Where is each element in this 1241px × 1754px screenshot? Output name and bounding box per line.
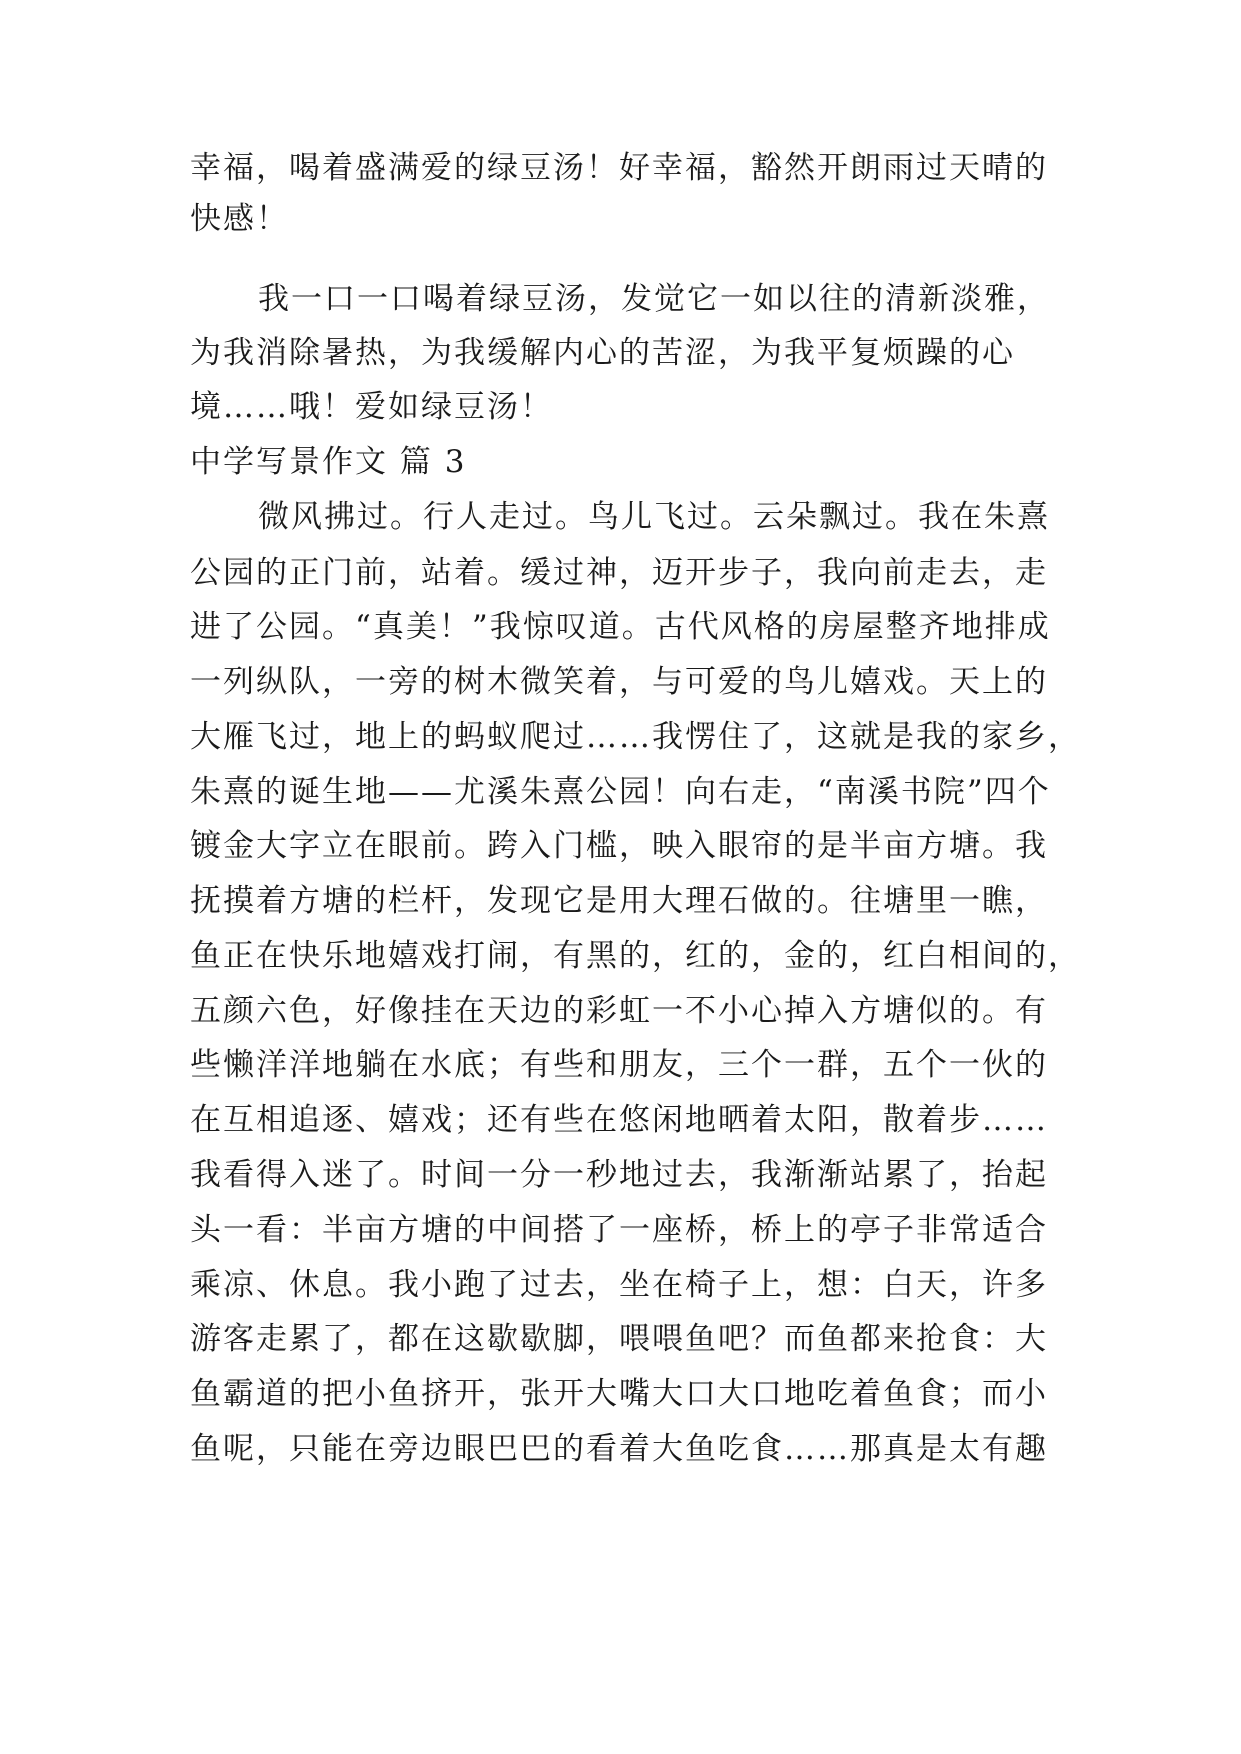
text-line: 一列纵队，一旁的树木微笑着，与可爱的鸟儿嬉戏。天上的 xyxy=(190,664,1048,700)
text-line: 鱼霸道的把小鱼挤开，张开大嘴大口大口地吃着鱼食；而小 xyxy=(190,1376,1048,1412)
text-line: 境……哦！爱如绿豆汤！ xyxy=(190,389,553,425)
paragraph-start-line: 我一口一口喝着绿豆汤，发觉它一如以往的清新淡雅， xyxy=(258,281,1050,317)
text-line: 幸福，喝着盛满爱的绿豆汤！好幸福，豁然开朗雨过天晴的 xyxy=(190,150,1048,186)
text-line: 公园的正门前，站着。缓过神，迈开步子，我向前走去，走 xyxy=(190,555,1048,591)
text-line: 些懒洋洋地躺在水底；有些和朋友，三个一群，五个一伙的 xyxy=(190,1047,1048,1083)
text-line: 大雁飞过，地上的蚂蚁爬过……我愣住了，这就是我的家乡， xyxy=(190,719,1081,755)
text-line: 为我消除暑热，为我缓解内心的苦涩，为我平复烦躁的心 xyxy=(190,335,1015,371)
paragraph-start-line: 微风拂过。行人走过。鸟儿飞过。云朵飘过。我在朱熹 xyxy=(258,499,1050,535)
text-line: 五颜六色，好像挂在天边的彩虹一不小心掉入方塘似的。有 xyxy=(190,993,1048,1029)
text-line: 鱼正在快乐地嬉戏打闹，有黑的，红的，金的，红白相间的， xyxy=(190,938,1081,974)
text-line: 我看得入迷了。时间一分一秒地过去，我渐渐站累了，抬起 xyxy=(190,1157,1048,1193)
text-line: 在互相追逐、嬉戏；还有些在悠闲地晒着太阳，散着步…… xyxy=(190,1102,1048,1138)
text-line: 快感！ xyxy=(190,201,289,237)
text-line: 朱熹的诞生地——尤溪朱熹公园！向右走，“南溪书院”四个 xyxy=(190,774,1051,810)
text-line: 头一看：半亩方塘的中间搭了一座桥，桥上的亭子非常适合 xyxy=(190,1212,1048,1248)
text-line: 乘凉、休息。我小跑了过去，坐在椅子上，想：白天，许多 xyxy=(190,1267,1048,1303)
text-line: 进了公园。“真美！”我惊叹道。古代风格的房屋整齐地排成 xyxy=(190,609,1051,645)
text-line: 鱼呢，只能在旁边眼巴巴的看着大鱼吃食……那真是太有趣 xyxy=(190,1431,1048,1467)
text-line: 镀金大字立在眼前。跨入门槛，映入眼帘的是半亩方塘。我 xyxy=(190,828,1048,864)
section-heading: 中学写景作文 篇 3 xyxy=(190,444,467,480)
text-line: 抚摸着方塘的栏杆，发现它是用大理石做的。往塘里一瞧， xyxy=(190,883,1048,919)
text-line: 游客走累了，都在这歇歇脚，喂喂鱼吧？而鱼都来抢食：大 xyxy=(190,1321,1048,1357)
